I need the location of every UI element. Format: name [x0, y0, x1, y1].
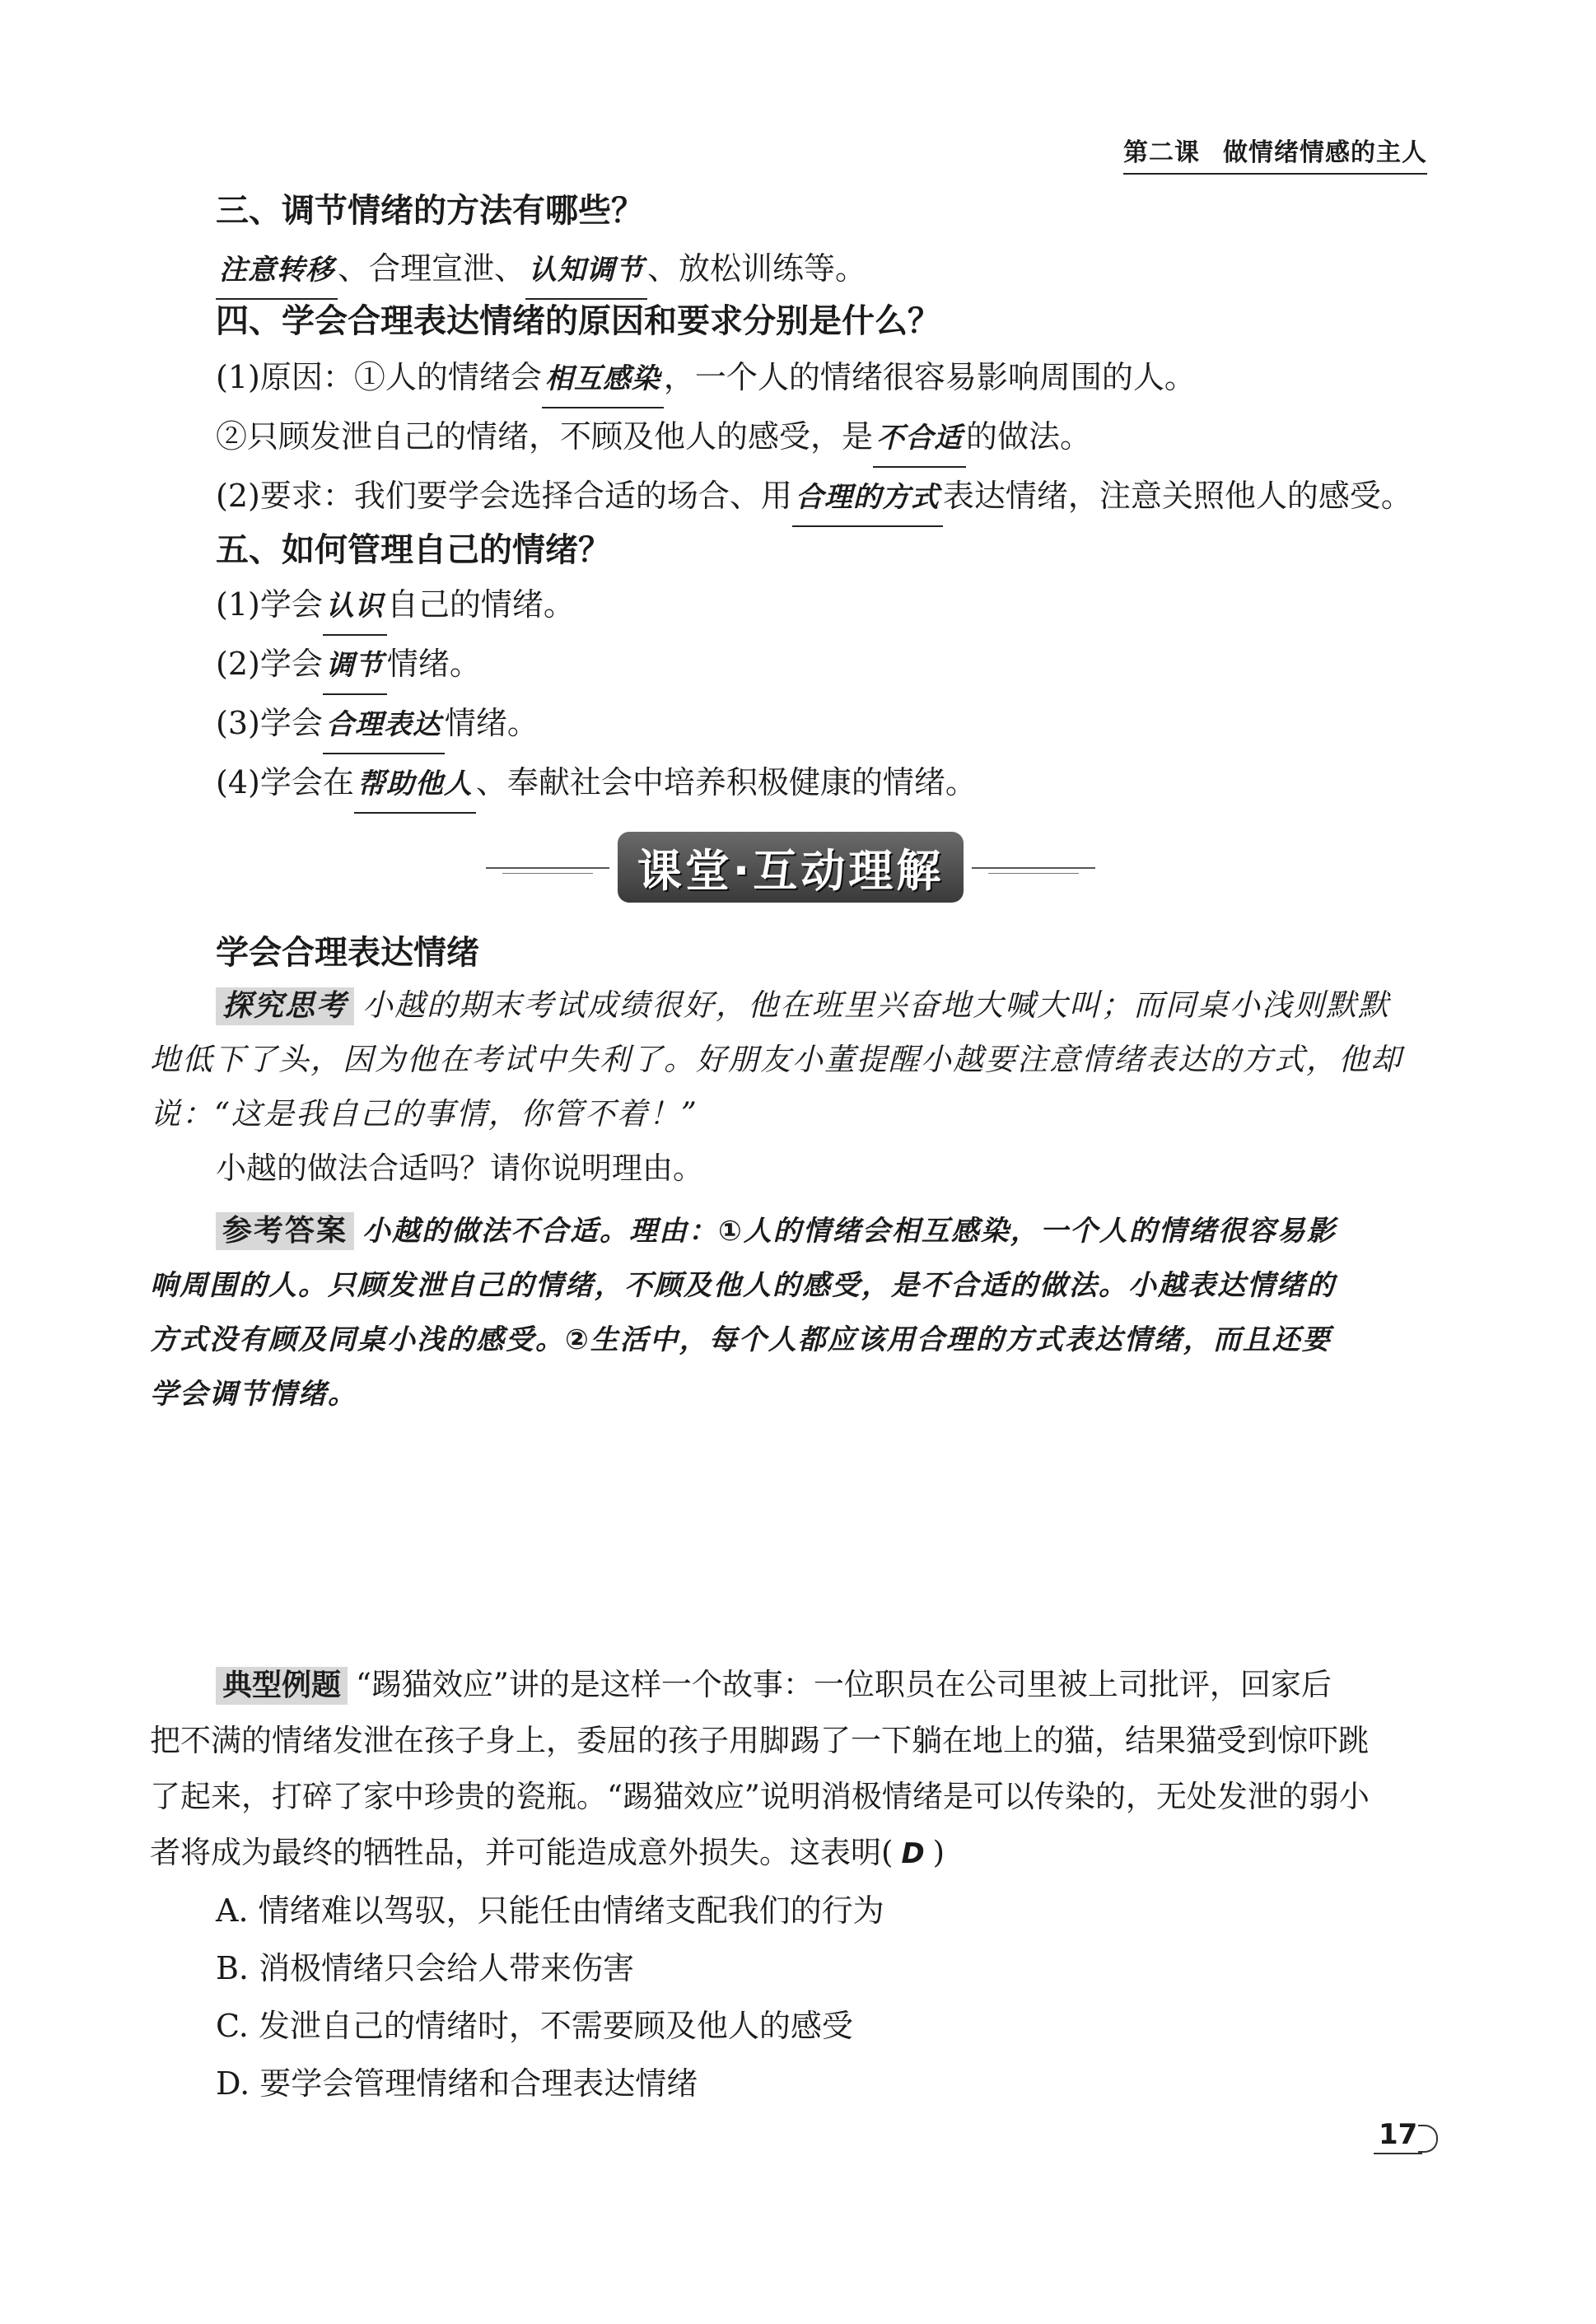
example-line-4	[150, 1825, 1435, 1882]
fill-answer: 注意转移	[216, 242, 338, 300]
option-d: D. 要学会管理情绪和合理表达情绪	[216, 2065, 698, 2102]
explore-question: 小越的做法合适吗？请你说明理由。	[216, 1150, 703, 1186]
text: 、奉献社会中培养积极健康的情绪。	[475, 764, 977, 800]
text: (2)要求：我们要学会选择合适的场合、用	[216, 478, 792, 514]
explore-line-3: 说：“这是我自己的事情，你管不着！”	[150, 1096, 698, 1132]
page-number-decoration	[1418, 2125, 1438, 2153]
text: (3)学会	[216, 705, 323, 741]
text: )	[932, 1835, 945, 1870]
fill-answer: 相互感染	[542, 351, 664, 408]
text: 、放松训练等。	[647, 250, 867, 287]
reference-line-4: 学会调节情绪。	[150, 1378, 357, 1411]
option-c: C. 发泄自己的情绪时，不需要顾及他人的感受	[216, 2008, 853, 2044]
section-5-line-1	[216, 576, 1435, 636]
reference-line-1	[216, 1204, 1435, 1258]
example-line-1	[216, 1657, 1435, 1713]
section-5-line-4	[216, 754, 1435, 814]
text: 小越的期末考试成绩很好，他在班里兴奋地大喊大叫；而同桌小浅则默默	[362, 987, 1391, 1023]
explore-line-2: 地低下了头，因为他在考试中失利了。好朋友小董提醒小越要注意情绪表达的方式，他却	[150, 1042, 1402, 1077]
page-number: 17	[1374, 2118, 1422, 2154]
reference-tag: 参考答案	[216, 1212, 354, 1250]
example-line-3: 了起来，打碎了家中珍贵的瓷瓶。“踢猫效应”说明消极情绪是可以传染的，无处发泄的弱小	[150, 1779, 1370, 1814]
option-a: A. 情绪难以驾驭，只能任由情绪支配我们的行为	[216, 1892, 884, 1929]
section-3-answer-line	[216, 240, 1435, 300]
lesson-title: 做情绪情感的主人	[1223, 138, 1427, 167]
subsection-title: 学会合理表达情绪	[216, 934, 479, 972]
section-3-heading: 三、调节情绪的方法有哪些？	[216, 192, 644, 230]
section-4	[216, 296, 1435, 527]
section-5	[216, 525, 1435, 814]
text: 情绪。	[444, 705, 539, 741]
banner-rule-right-thin	[988, 873, 1079, 874]
section-4-line-1	[216, 349, 1435, 408]
text: 情绪。	[386, 646, 481, 682]
running-header	[1123, 132, 1427, 175]
text: ，一个人的情绪很容易影响周围的人。	[663, 359, 1196, 395]
fill-answer: 认知调节	[525, 242, 647, 300]
text: (4)学会在	[216, 764, 354, 800]
text: (1)学会	[216, 586, 323, 623]
section-5-line-3	[216, 695, 1435, 754]
section-banner	[486, 832, 1095, 906]
fill-answer: 认识	[323, 578, 387, 636]
fill-answer: 帮助他人	[354, 756, 476, 814]
text: ②只顾发泄自己的情绪，不顾及他人的感受，是	[216, 418, 874, 455]
text: 的做法。	[966, 418, 1092, 455]
explore-line-1	[216, 978, 1435, 1033]
reference-line-3: 方式没有顾及同桌小浅的感受。②生活中，每个人都应该用合理的方式表达情绪，而且还要	[150, 1323, 1332, 1356]
banner-rule-right	[972, 867, 1095, 869]
text: (2)学会	[216, 646, 323, 682]
explore-tag: 探究思考	[216, 987, 354, 1025]
section-3	[216, 186, 1435, 300]
section-4-line-3	[216, 468, 1435, 527]
section-4-heading: 四、学会合理表达情绪的原因和要求分别是什么？	[216, 302, 940, 340]
banner-pill	[618, 832, 964, 903]
reference-line-2: 响周围的人。只顾发泄自己的情绪，不顾及他人的感受，是不合适的做法。小越表达情绪的	[150, 1269, 1336, 1302]
example-tag: 典型例题	[216, 1667, 348, 1705]
option-b: B. 消极情绪只会给人带来伤害	[216, 1950, 635, 1986]
text: 者将成为最终的牺牲品，并可能造成意外损失。这表明(	[150, 1835, 894, 1870]
fill-answer: 不合适	[873, 410, 966, 468]
text: (1)原因：①人的情绪会	[216, 359, 542, 395]
text: 表达情绪，注意关照他人的感受。	[942, 478, 1412, 514]
fill-answer: 合理的方式	[792, 469, 943, 527]
lesson-number: 第二课	[1123, 138, 1200, 167]
explore-block	[150, 978, 1435, 1196]
example-block	[150, 1657, 1435, 2112]
section-5-line-2	[216, 636, 1435, 695]
text: “踢猫效应”讲的是这样一个故事：一位职员在公司里被上司批评，回家后	[356, 1667, 1332, 1702]
fill-answer: 调节	[323, 637, 387, 695]
example-line-2: 把不满的情绪发泄在孩子身上，委屈的孩子用脚踢了一下躺在地上的猫，结果猫受到惊吓跳	[150, 1723, 1369, 1758]
reference-block	[150, 1204, 1435, 1421]
text: 小越的做法不合适。理由：①人的情绪会相互感染，一个人的情绪很容易影	[362, 1215, 1337, 1248]
fill-answer: 合理表达	[323, 697, 445, 754]
banner-rule-left-thin	[502, 873, 593, 874]
banner-title: 课堂·互动理解	[637, 844, 945, 897]
section-4-line-2	[216, 408, 1435, 468]
text: 、合理宣泄、	[338, 250, 526, 287]
banner-rule-left	[486, 867, 609, 869]
text: 自己的情绪。	[386, 586, 575, 623]
example-answer: D	[901, 1837, 925, 1870]
section-5-heading: 五、如何管理自己的情绪？	[216, 531, 611, 569]
